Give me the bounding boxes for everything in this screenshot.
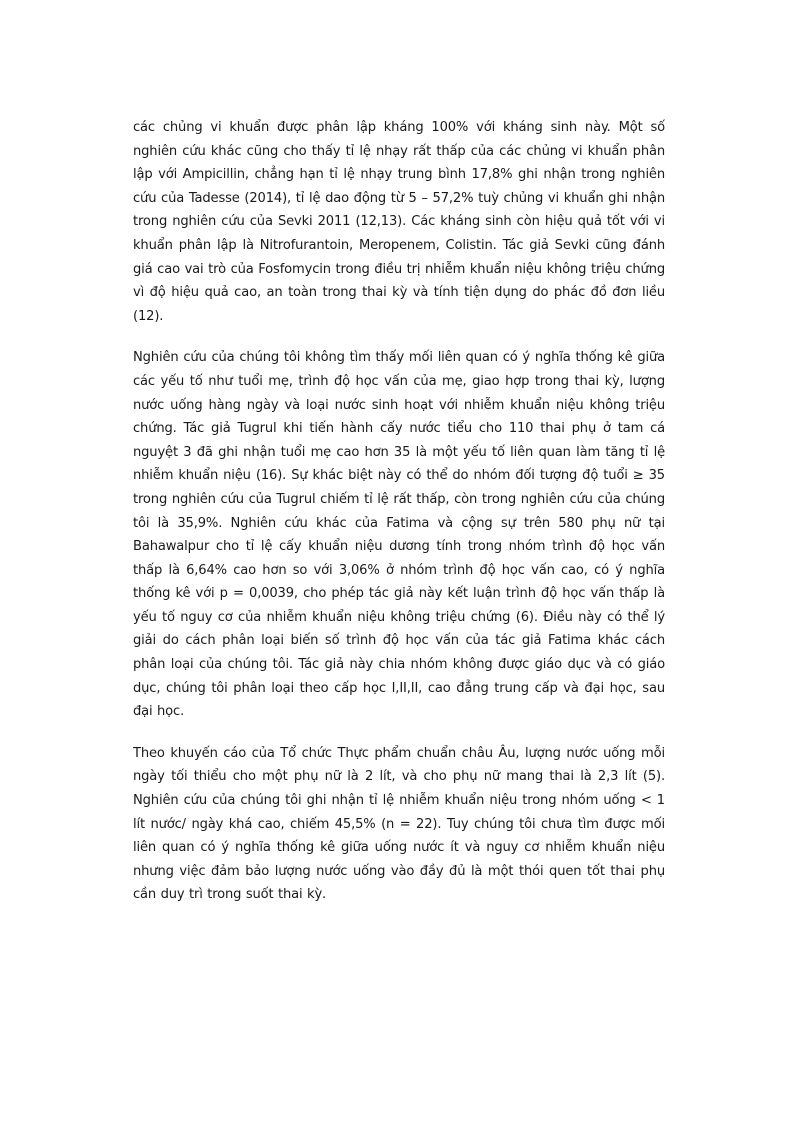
document-page — [133, 116, 665, 907]
paragraph-antibiotic-resistance: các chủng vi khuẩn được phân lập kháng 100% với kháng sinh này. Một số nghiên cứu khác cũng cho thấy tỉ lệ nhạy rất thấp của các chủng vi khuẩn phân lập với Ampicillin, chẳng hạn tỉ lệ nhạy trung bình 17,8% ghi nhận trong nghiên cứu của Tadesse (2014), tỉ lệ dao động từ 5 – 57,2% tuỳ chủng vi khuẩn ghi nhận trong nghiên cứu của Sevki 2011 (12,13). Các kháng sinh còn hiệu quả tốt với vi khuẩn phân lập là Nitrofurantoin, Meropenem, Colistin. Tác giả Sevki cũng đánh giá cao vai trò của Fosfomycin trong điều trị nhiễm khuẩn niệu không triệu chứng vì độ hiệu quả cao, an toàn trong thai kỳ và tính tiện dụng do phác đồ đơn liều (12). — [133, 120, 665, 324]
paragraph-water-intake: Theo khuyến cáo của Tổ chức Thực phẩm chuẩn châu Âu, lượng nước uống mỗi ngày tối thiểu cho một phụ nữ là 2 lít, và cho phụ nữ mang thai là 2,3 lít (5). Nghiên cứu của chúng tôi ghi nhận tỉ lệ nhiễm khuẩn niệu trong nhóm uống < 1 lít nước/ ngày khá cao, chiếm 45,5% (n = 22). Tuy chúng tôi chưa tìm được mối liên quan có ý nghĩa thống kê giữa uống nước ít và nguy cơ nhiễm khuẩn niệu nhưng việc đảm bảo lượng nước uống vào đầy đủ là một thói quen tốt thai phụ cần duy trì trong suốt thai kỳ. — [133, 745, 665, 903]
paragraph-risk-factors: Nghiên cứu của chúng tôi không tìm thấy mối liên quan có ý nghĩa thống kê giữa các yếu tố như tuổi mẹ, trình độ học vấn của mẹ, giao hợp trong thai kỳ, lượng nước uống hàng ngày và loại nước sinh hoạt với nhiễm khuẩn niệu không triệu chứng. Tác giả Tugrul khi tiến hành cấy nước tiểu cho 110 thai phụ ở tam cá nguyệt 3 đã ghi nhận tuổi mẹ cao hơn 35 là một yếu tố liên quan làm tăng tỉ lệ nhiễm khuẩn niệu (16). Sự khác biệt này có thể do nhóm đối tượng độ tuổi ≥ 35 trong nghiên cứu của Tugrul chiếm tỉ lệ rất thấp, còn trong nghiên cứu của chúng tôi là 35,9%. Nghiên cứu khác của Fatima và cộng sự trên 580 phụ nữ tại Bahawalpur cho tỉ lệ cấy khuẩn niệu dương tính trong nhóm trình độ học vấn thấp là 6,64% cao hơn so với 3,06% ở nhóm trình độ học vấn cao, có ý nghĩa thống kê với p = 0,0039, cho phép tác giả này kết luận trình độ học vấn thấp là yếu tố nguy cơ của nhiễm khuẩn niệu không triệu chứng (6). Điều này có thể lý giải do cách phân loại biến số trình độ học vấn của tác giả Fatima khác cách phân loại của chúng tôi. Tác giả này chia nhóm không được giáo dục và có giáo dục, chúng tôi phân loại theo cấp học I,II,II, cao đẳng trung cấp và đại học, sau đại học. — [133, 350, 665, 720]
